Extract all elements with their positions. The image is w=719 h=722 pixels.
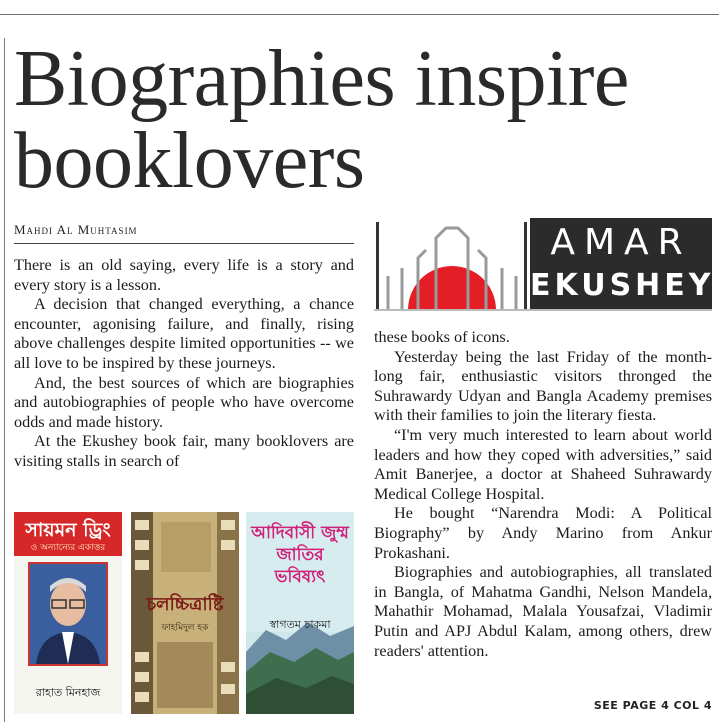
paragraph: these books of icons.	[374, 328, 510, 346]
byline-rule	[14, 243, 354, 244]
book-title: আদিবাসী জুম্ম জাতির ভবিষ্যৎ	[251, 523, 349, 587]
book-title: চলচ্চিত্রাষ্টি	[146, 594, 224, 615]
paragraph: There is an old saying, every life is a story and every story is a lesson.	[14, 256, 354, 294]
paragraph: And, the best sources of which are biographies and autobiographies of people who have overcome odds and made history.	[14, 373, 354, 431]
book-author: স্বাগতম চাকমা	[269, 618, 331, 631]
headline-line-1: Biographies inspire	[14, 35, 629, 123]
book-cover-adibasi-jummo	[246, 512, 354, 714]
logo-word-ekushey: EKUSHEY	[530, 268, 715, 303]
logo-base-line	[374, 309, 712, 311]
article-column-right	[374, 328, 712, 661]
shaheed-minar-graphic	[374, 216, 530, 312]
paragraph: He bought “Narendra Modi: A Political Biography” by Andy Marino from Ankur Prokashani.	[374, 504, 712, 562]
book-cover-cholochitrashti	[131, 512, 239, 714]
book-author: ফাহমিদুল হক	[161, 623, 209, 633]
byline: Mahdi Al Muhtasim	[14, 222, 138, 237]
headline-line-2: booklovers	[14, 117, 365, 205]
paragraph: Biographies and autobiographies, all translated in Bangla, of Mahatma Gandhi, Nelson Mandela, Mahathir Mohamad, Malala Yousafzai, Vladimir Putin and APJ Abdul Kalam, among others, drew readers' attention.	[374, 563, 712, 660]
paragraph: “I'm very much interested to learn about world leaders and how they coped with adversities,” said Amit Banerjee, a doctor at Shaheed Suhrawardy Medical College Hospital.	[374, 425, 712, 503]
article-column-left	[14, 256, 354, 472]
book-title: সায়মন ড্রিং	[25, 519, 111, 541]
book-author: রাহাত মিনহাজ	[35, 686, 101, 699]
portrait-photo	[28, 562, 108, 666]
book-subtitle: ও অন্যান্যের একাত্তর	[30, 543, 106, 553]
headline	[14, 35, 714, 205]
paragraph: A decision that changed everything, a chance encounter, agonising failure, and finally, rising above challenges despite limited opportunities -- we all love to be inspired by these journeys.	[14, 295, 354, 372]
amar-ekushey-logo	[374, 216, 715, 316]
book-cover-saymon-dring	[14, 512, 122, 714]
left-column-rule	[4, 38, 5, 722]
logo-word-amar: AMAR	[550, 222, 692, 263]
paragraph: At the Ekushey book fair, many booklovers are visiting stalls in search of	[14, 432, 354, 470]
continuation-note: SEE PAGE 4 COL 4	[593, 699, 712, 712]
top-rule	[0, 14, 719, 15]
paragraph: Yesterday being the last Friday of the month-long fair, enthusiastic visitors thronged the Suhrawardy Udyan and Bangla Academy premises with their families to join the literary fiesta.	[374, 347, 712, 425]
